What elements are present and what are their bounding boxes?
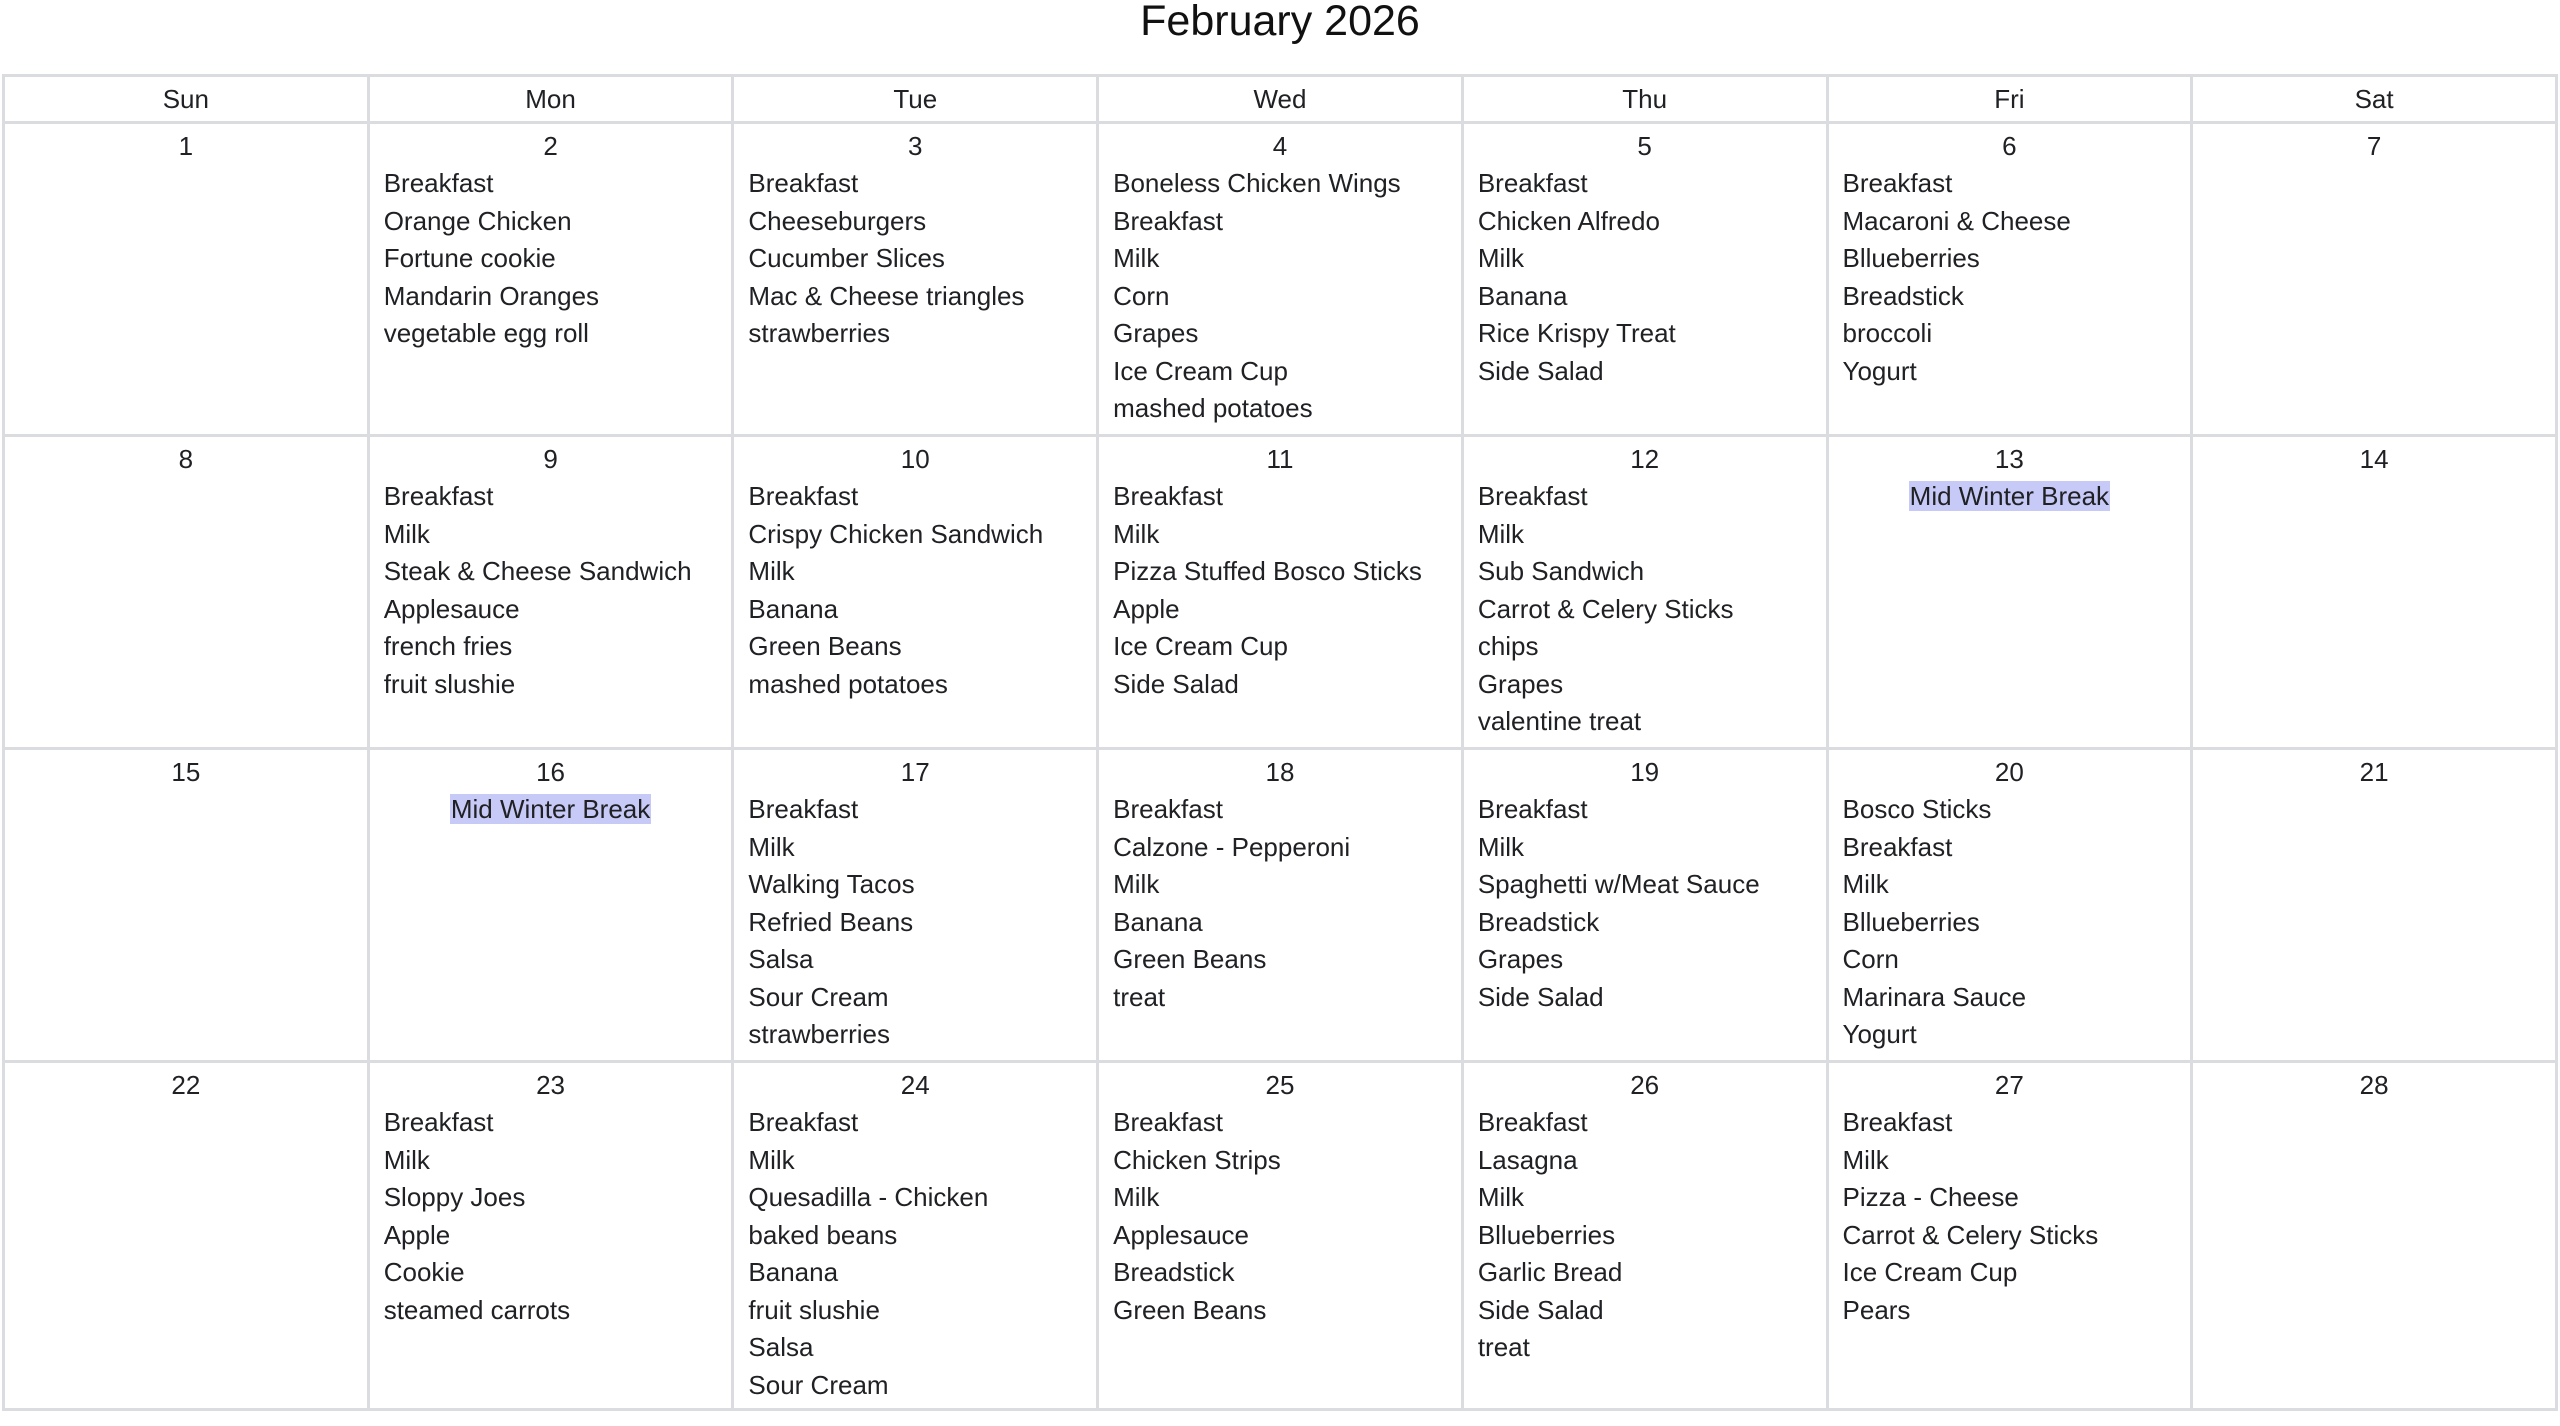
menu-item[interactable]: Boneless Chicken Wings (1113, 168, 1401, 198)
menu-item[interactable]: Banana (1113, 906, 1203, 937)
day-cell[interactable] (1827, 123, 2192, 436)
menu-item[interactable]: Green Beans (1113, 944, 1267, 974)
day-number: 10 (900, 444, 930, 474)
menu-item[interactable]: Breadstick (1113, 1257, 1235, 1287)
menu-item[interactable]: Breakfast (1477, 1107, 1588, 1137)
day-cell[interactable] (1827, 436, 2192, 749)
day-number: 9 (543, 444, 558, 474)
menu-item[interactable]: Milk (1113, 518, 1160, 549)
menu-item[interactable]: Milk (748, 1144, 795, 1175)
day-number: 8 (178, 444, 194, 474)
day-cell[interactable] (733, 749, 1098, 1062)
menu-item[interactable]: Applesauce (383, 593, 520, 624)
menu-item[interactable]: Milk (1477, 243, 1525, 273)
menu-item-list (734, 1104, 1096, 1404)
day-number: 19 (1630, 757, 1660, 787)
menu-item[interactable]: Walking Tacos (748, 869, 915, 899)
day-number: 16 (536, 757, 566, 787)
menu-item[interactable]: fruit slushie (383, 668, 516, 699)
menu-item[interactable]: Breakfast (1477, 481, 1588, 511)
menu-item[interactable]: Grapes (1113, 318, 1199, 348)
menu-item[interactable]: Milk (1113, 243, 1160, 273)
menu-item[interactable]: Side Salad (1477, 355, 1604, 386)
day-number: 17 (900, 757, 930, 787)
day-number: 25 (1265, 1070, 1295, 1100)
menu-item[interactable]: Breakfast (383, 1107, 494, 1137)
menu-item[interactable]: Breakfast (383, 481, 494, 511)
menu-item-list (734, 478, 1096, 703)
day-cell[interactable] (2192, 436, 2557, 749)
day-number: 23 (536, 1070, 566, 1100)
menu-item[interactable]: Ice Cream Cup (1113, 355, 1288, 386)
menu-item[interactable]: Marinara Sauce (1842, 981, 2027, 1012)
weekday-header-tue: Tue (733, 76, 1098, 123)
menu-item[interactable]: Grapes (1477, 668, 1564, 699)
day-cell[interactable] (368, 123, 733, 436)
day-cell[interactable] (1462, 123, 1827, 436)
menu-item[interactable]: Chicken Strips (1113, 1144, 1281, 1175)
menu-item-list (1464, 791, 1826, 1016)
menu-item-list (1464, 165, 1826, 390)
menu-item[interactable]: strawberries (748, 1019, 890, 1049)
menu-item[interactable]: Carrot & Celery Sticks (1842, 1219, 2099, 1250)
menu-item[interactable]: Breakfast (1113, 794, 1223, 824)
menu-item[interactable]: Milk (1113, 869, 1160, 899)
menu-item[interactable]: Milk (1477, 518, 1525, 549)
menu-item-list (1099, 165, 1461, 428)
day-number: 7 (2366, 131, 2382, 161)
menu-item[interactable]: Milk (748, 831, 795, 862)
menu-item[interactable]: Cucumber Slices (748, 243, 945, 273)
day-cell[interactable] (4, 436, 369, 749)
day-cell[interactable] (733, 1062, 1098, 1410)
menu-item[interactable]: fruit slushie (748, 1294, 880, 1325)
menu-item[interactable]: Milk (1842, 1144, 1889, 1175)
menu-item[interactable]: Banana (1477, 280, 1568, 311)
day-number: 18 (1265, 757, 1295, 787)
day-cell[interactable] (368, 1062, 733, 1410)
day-number: 27 (1994, 1070, 2024, 1100)
menu-item[interactable]: Milk (1842, 869, 1889, 899)
menu-item[interactable]: Yogurt (1842, 355, 1917, 386)
day-number: 11 (1266, 444, 1294, 474)
menu-item-list (370, 165, 732, 353)
weekday-header-sun: Sun (4, 76, 369, 123)
menu-item[interactable]: Breakfast (748, 481, 859, 511)
menu-item[interactable]: steamed carrots (383, 1294, 571, 1325)
menu-item-list (1829, 165, 2191, 390)
menu-item[interactable]: broccoli (1842, 318, 1933, 348)
menu-item[interactable]: Calzone - Pepperoni (1113, 831, 1351, 862)
menu-item[interactable]: Sub Sandwich (1477, 556, 1645, 586)
menu-item[interactable]: Spaghetti w/Meat Sauce (1477, 869, 1760, 899)
menu-item[interactable]: vegetable egg roll (383, 318, 589, 348)
menu-item[interactable]: Banana (748, 1257, 839, 1287)
menu-item-list (1099, 1104, 1461, 1329)
menu-item[interactable]: Apple (383, 1219, 451, 1250)
break-event[interactable] (1829, 478, 2191, 515)
month-grid (2, 74, 2558, 1411)
weeks-body (4, 123, 2557, 1410)
menu-item[interactable]: Crispy Chicken Sandwich (748, 518, 1044, 549)
menu-item[interactable]: Breakfast (1477, 168, 1588, 198)
day-number: 28 (2359, 1070, 2389, 1100)
menu-item[interactable]: Green Beans (748, 631, 902, 661)
menu-item[interactable]: Ice Cream Cup (1113, 631, 1288, 661)
menu-item[interactable]: mashed potatoes (748, 668, 948, 699)
menu-item[interactable]: valentine treat (1477, 706, 1642, 736)
menu-item[interactable]: Breakfast (1842, 831, 1953, 862)
menu-item[interactable]: Bllueberries (1477, 1219, 1616, 1250)
menu-item[interactable]: Side Salad (1477, 981, 1604, 1012)
day-cell[interactable] (4, 749, 369, 1062)
menu-item[interactable]: Macaroni & Cheese (1842, 205, 2071, 236)
day-cell[interactable] (1098, 123, 1463, 436)
menu-item[interactable]: treat (1113, 981, 1166, 1012)
day-number: 24 (900, 1070, 930, 1100)
week-row (4, 1062, 2557, 1410)
menu-item[interactable]: Apple (1113, 593, 1180, 624)
menu-item[interactable]: Lasagna (1477, 1144, 1578, 1175)
menu-item[interactable]: Pears (1842, 1294, 1911, 1325)
weekday-header-mon: Mon (368, 76, 733, 123)
menu-item[interactable]: Breakfast (748, 1107, 859, 1137)
menu-item[interactable]: strawberries (748, 318, 890, 348)
day-number: 12 (1630, 444, 1660, 474)
menu-item[interactable]: Milk (1477, 1182, 1525, 1212)
menu-item[interactable]: Breakfast (1477, 794, 1588, 824)
day-number: 3 (908, 131, 923, 161)
menu-item[interactable]: Breakfast (1113, 205, 1223, 236)
menu-item[interactable]: Yogurt (1842, 1019, 1917, 1049)
day-cell[interactable] (1462, 749, 1827, 1062)
menu-item[interactable]: Carrot & Celery Sticks (1477, 593, 1734, 624)
menu-item[interactable]: Pizza Stuffed Bosco Sticks (1113, 556, 1422, 586)
menu-item[interactable]: Breakfast (748, 794, 859, 824)
menu-item-list (370, 1104, 732, 1329)
weekday-header-row (4, 76, 2557, 123)
menu-item[interactable]: Bllueberries (1842, 243, 1980, 273)
week-row (4, 123, 2557, 436)
menu-item[interactable]: Bllueberries (1842, 906, 1980, 937)
menu-item-list (1464, 478, 1826, 741)
day-cell[interactable] (4, 1062, 369, 1410)
day-number: 22 (171, 1070, 201, 1100)
day-cell[interactable] (733, 436, 1098, 749)
break-event-label: Mid Winter Break (1909, 481, 2110, 511)
menu-item[interactable]: Chicken Alfredo (1477, 205, 1660, 236)
day-cell[interactable] (1462, 436, 1827, 749)
day-number: 5 (1637, 131, 1652, 161)
day-number: 2 (543, 131, 558, 161)
weekday-header-fri: Fri (1827, 76, 2192, 123)
menu-item-list (734, 791, 1096, 1054)
menu-item-list (1099, 791, 1461, 1016)
day-number: 1 (178, 131, 194, 161)
menu-item[interactable]: Milk (1477, 831, 1525, 862)
menu-item-list (1829, 1104, 2191, 1329)
menu-item[interactable]: Breakfast (1842, 1107, 1953, 1137)
day-cell[interactable] (2192, 123, 2557, 436)
break-event[interactable] (370, 791, 732, 828)
week-row (4, 436, 2557, 749)
day-cell[interactable] (1098, 1062, 1463, 1410)
menu-item[interactable]: Breadstick (1477, 906, 1600, 937)
day-cell[interactable] (733, 123, 1098, 436)
menu-item-list (370, 478, 732, 703)
day-number: 4 (1272, 131, 1288, 161)
menu-item[interactable]: Milk (748, 556, 795, 586)
menu-item-list (1099, 478, 1461, 703)
menu-item[interactable]: Corn (1842, 944, 1899, 974)
menu-item-list (734, 165, 1096, 353)
menu-item[interactable]: Side Salad (1113, 668, 1239, 699)
day-number: 20 (1994, 757, 2024, 787)
weekday-header-sat: Sat (2192, 76, 2557, 123)
day-number: 26 (1630, 1070, 1660, 1100)
menu-item[interactable]: Green Beans (1113, 1294, 1267, 1325)
day-number: 21 (2359, 757, 2389, 787)
menu-item[interactable]: mashed potatoes (1113, 393, 1313, 423)
weekday-header-thu: Thu (1462, 76, 1827, 123)
day-cell[interactable] (2192, 749, 2557, 1062)
day-number: 15 (171, 757, 201, 787)
day-cell[interactable] (2192, 1062, 2557, 1410)
weekday-header-wed: Wed (1098, 76, 1463, 123)
menu-item[interactable]: Sloppy Joes (383, 1182, 526, 1212)
menu-item[interactable]: Breadstick (1842, 280, 1964, 311)
day-cell[interactable] (1462, 1062, 1827, 1410)
day-cell[interactable] (368, 749, 733, 1062)
day-number: 13 (1994, 444, 2024, 474)
menu-item[interactable]: Salsa (748, 1332, 814, 1362)
menu-item[interactable]: Applesauce (1113, 1219, 1249, 1250)
menu-item[interactable]: Sour Cream (748, 981, 889, 1012)
menu-item[interactable]: Bosco Sticks (1842, 794, 1992, 824)
menu-item[interactable]: Corn (1113, 280, 1170, 311)
day-cell[interactable] (1098, 436, 1463, 749)
day-number: 6 (2002, 131, 2017, 161)
day-cell[interactable] (1098, 749, 1463, 1062)
menu-item[interactable]: chips (1477, 631, 1539, 661)
menu-item[interactable]: Pizza - Cheese (1842, 1182, 2019, 1212)
menu-item[interactable]: Sour Cream (748, 1369, 889, 1400)
menu-item[interactable]: Refried Beans (748, 906, 914, 937)
day-cell[interactable] (368, 436, 733, 749)
week-row (4, 749, 2557, 1062)
menu-item[interactable]: Milk (383, 518, 430, 549)
menu-item[interactable]: Breakfast (383, 168, 494, 198)
menu-item[interactable]: Mac & Cheese triangles (748, 280, 1025, 311)
menu-item[interactable]: treat (1477, 1332, 1530, 1362)
menu-item[interactable]: Cookie (383, 1257, 465, 1287)
menu-item[interactable]: Steak & Cheese Sandwich (383, 556, 692, 586)
menu-item-list (1829, 791, 2191, 1054)
day-cell[interactable] (4, 123, 369, 436)
menu-item[interactable]: Fortune cookie (383, 243, 556, 273)
menu-item[interactable]: Banana (748, 593, 839, 624)
calendar-title: February 2026 (1140, 0, 1420, 45)
menu-item[interactable]: Mandarin Oranges (383, 280, 600, 311)
menu-item[interactable]: Milk (383, 1144, 430, 1175)
menu-item[interactable]: Breakfast (1113, 1107, 1223, 1137)
day-cell[interactable] (1827, 749, 2192, 1062)
menu-item[interactable]: Orange Chicken (383, 205, 572, 236)
menu-item[interactable]: french fries (383, 631, 513, 661)
menu-item[interactable]: Milk (1113, 1182, 1160, 1212)
day-number: 14 (2359, 444, 2389, 474)
day-cell[interactable] (1827, 1062, 2192, 1410)
menu-item[interactable]: Salsa (748, 944, 814, 974)
menu-item[interactable]: Breakfast (1842, 168, 1953, 198)
menu-item[interactable]: Garlic Bread (1477, 1257, 1623, 1287)
menu-item[interactable]: baked beans (748, 1219, 898, 1250)
menu-item[interactable]: Side Salad (1477, 1294, 1604, 1325)
menu-item[interactable]: Breakfast (1113, 481, 1223, 511)
menu-item[interactable]: Quesadilla - Chicken (748, 1182, 989, 1212)
menu-item[interactable]: Breakfast (748, 168, 859, 198)
menu-item[interactable]: Grapes (1477, 944, 1564, 974)
break-event-label: Mid Winter Break (450, 794, 651, 824)
menu-item-list (1464, 1104, 1826, 1367)
menu-item[interactable]: Ice Cream Cup (1842, 1257, 2018, 1287)
menu-item[interactable]: Rice Krispy Treat (1477, 318, 1676, 348)
menu-item[interactable]: Cheeseburgers (748, 205, 927, 236)
